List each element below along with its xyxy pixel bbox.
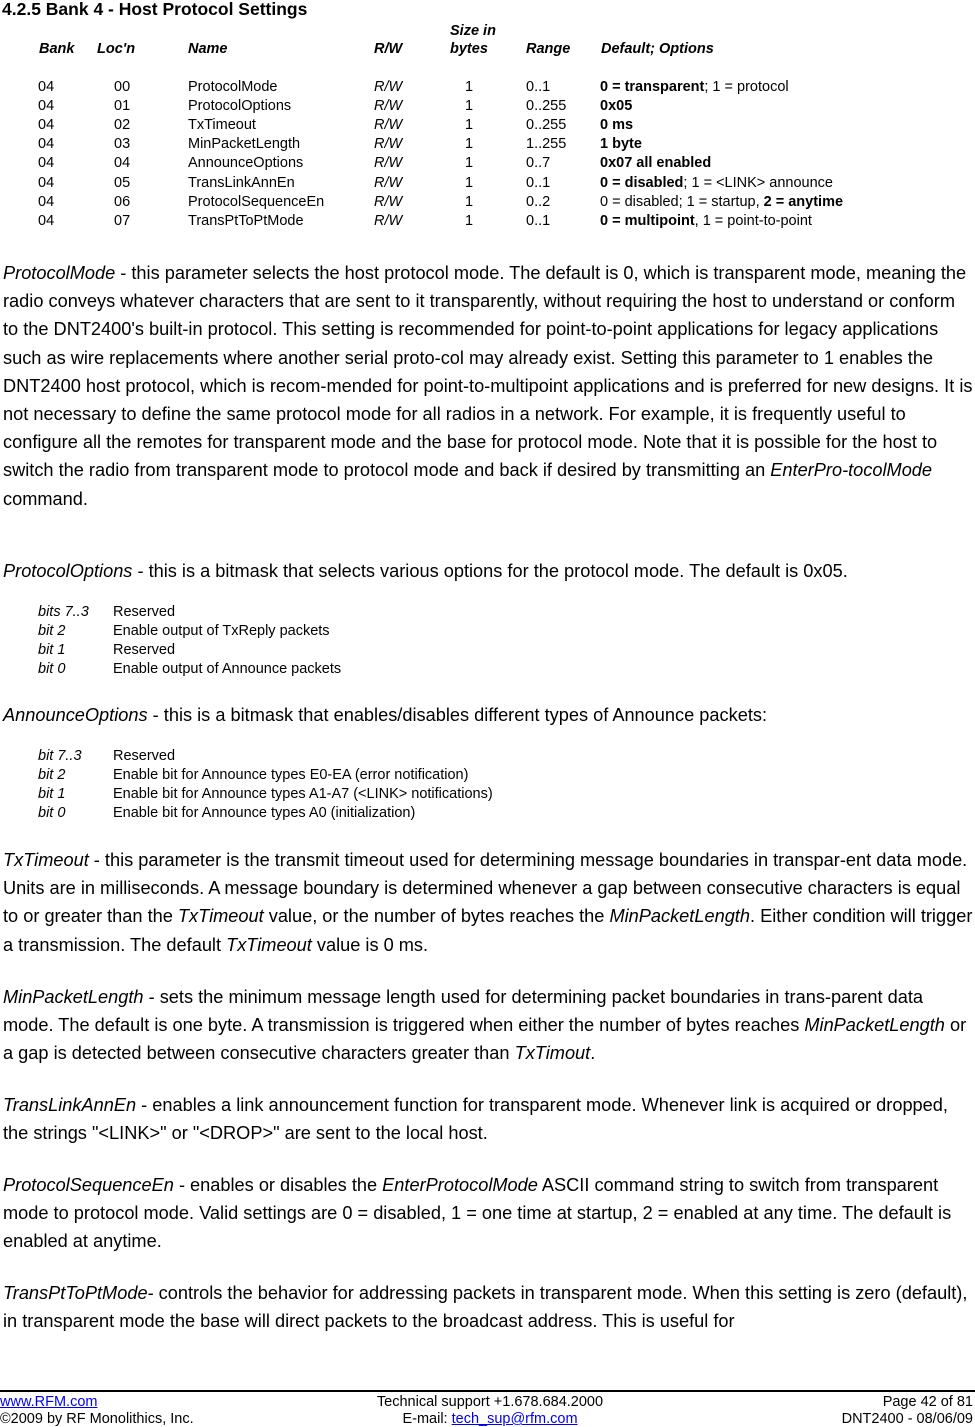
cell-name: ProtocolMode <box>188 79 278 95</box>
cell-default <box>600 175 833 191</box>
bit-label: bit 2 <box>38 623 66 639</box>
term-protocol-sequence-en: ProtocolSequenceEn <box>3 1175 174 1195</box>
document-id: DNT2400 - 08/06/09 <box>841 1411 973 1427</box>
cell-size: 1 <box>465 155 474 171</box>
cell-rw: R/W <box>374 136 403 152</box>
paragraph-text: - this parameter is the transmit timeout used for determining message boundaries in transpar-ent data mode. Units are in milliseconds. A message boundary is determined whenever a gap between consecutive characters is equal to or greater than the <box>3 850 968 927</box>
term-tx-timout: TxTimout <box>514 1043 591 1064</box>
paragraph-text: - this parameter selects the host protocol mode. The default is 0, which is transparent mode, meaning the radio conveys whatever characters that are sent to it transparently, without requiring the host to understand or conform to the DNT2400's built-in protocol. This setting is recommended for point-to-point applications for legacy applications such as wire replacements where another serial proto-col may already exist. Setting this parameter to 1 enables the DNT2400 host protocol, which is recom-mended for point-to-multipoint applications and is preferred for new designs. It is not necessary to define the same protocol mode for all radios in a network. For example, it is frequently useful to configure all the remotes for transparent mode and the base for protocol mode. Note that it is possible for the host to switch the radio from transparent mode to protocol mode and back if desired by transmitting an <box>3 263 973 481</box>
default-value: 0 = disabled <box>600 175 684 191</box>
term-tx-timeout: TxTimeout <box>226 934 312 955</box>
tech-support: Technical support +1.678.684.2000 <box>376 1394 604 1410</box>
bit-description: Enable bit for Announce types A0 (initialization) <box>113 805 416 821</box>
cell-name: MinPacketLength <box>188 136 301 152</box>
footer-divider <box>0 1390 975 1392</box>
trans-link-ann-en-description <box>3 1091 973 1147</box>
default-options: ; 1 = protocol <box>704 79 789 95</box>
copyright: ©2009 by RF Monolithics, Inc. <box>0 1411 194 1427</box>
cell-rw: R/W <box>374 79 403 95</box>
list-item <box>38 747 738 766</box>
term-trans-link-ann-en: TransLinkAnnEn <box>3 1095 137 1115</box>
col-header-name: Name <box>188 41 228 57</box>
cell-size: 1 <box>465 98 474 114</box>
cell-rw: R/W <box>374 194 403 210</box>
col-header-size: bytes <box>450 41 488 57</box>
term-min-packet-length: MinPacketLength <box>3 987 144 1007</box>
cell-location: 01 <box>114 98 131 114</box>
bit-label: bit 2 <box>38 767 66 783</box>
announce-options-description <box>3 701 973 729</box>
list-item <box>38 660 638 679</box>
term-protocol-options: ProtocolOptions <box>3 561 133 581</box>
cell-size: 1 <box>465 136 474 152</box>
list-item <box>38 804 738 823</box>
paragraph-text: - enables or disables the <box>173 1175 383 1195</box>
default-options: , 1 = point-to-point <box>694 213 812 229</box>
cell-bank: 04 <box>38 194 55 210</box>
email-link[interactable]: tech_sup@rfm.com <box>451 1411 578 1427</box>
cell-range: 0..255 <box>526 98 567 114</box>
bit-label: bit 1 <box>38 786 66 802</box>
protocol-sequence-en-description <box>3 1171 973 1256</box>
cell-location: 04 <box>114 155 131 171</box>
default-text: 0 = disabled; 1 = startup, <box>600 194 764 210</box>
cell-range: 0..1 <box>526 175 551 191</box>
min-packet-length-description <box>3 983 973 1068</box>
default-value: 0 = transparent <box>600 79 705 95</box>
list-item <box>38 603 638 622</box>
cell-range: 0..255 <box>526 117 567 133</box>
col-header-range: Range <box>526 41 571 57</box>
cell-size: 1 <box>465 175 474 191</box>
term-enter-protocol-mode: EnterProtocolMode <box>382 1175 538 1195</box>
protocol-mode-description <box>3 259 973 513</box>
cell-name: ProtocolSequenceEn <box>188 194 325 210</box>
cell-location: 02 <box>114 117 131 133</box>
section-title: 4.2.5 Bank 4 - Host Protocol Settings <box>2 0 308 19</box>
cell-location: 00 <box>114 79 131 95</box>
cell-bank: 04 <box>38 213 55 229</box>
cell-default <box>600 194 843 210</box>
protocol-options-description <box>3 557 973 585</box>
cell-rw: R/W <box>374 175 403 191</box>
paragraph-text: . Either condition will trigger a transmission. The default <box>3 906 973 955</box>
cell-size: 1 <box>465 213 474 229</box>
page-number: Page 42 of 81 <box>882 1394 973 1410</box>
list-item <box>38 641 638 660</box>
cell-bank: 04 <box>38 155 55 171</box>
cell-rw: R/W <box>374 117 403 133</box>
col-header-size-top: Size in <box>450 23 496 39</box>
cell-default <box>600 136 642 152</box>
default-value: 0x07 all enabled <box>600 155 712 171</box>
cell-default <box>600 155 711 171</box>
bit-label: bit 0 <box>38 661 66 677</box>
cell-name: TransPtToPtMode <box>188 213 304 229</box>
website-link[interactable]: www.RFM.com <box>0 1394 98 1410</box>
bit-label: bits 7..3 <box>38 604 89 620</box>
cell-default <box>600 213 812 229</box>
default-value: 0 = multipoint <box>600 213 695 229</box>
bit-description: Enable bit for Announce types A1-A7 (<LINK> notifications) <box>113 786 493 802</box>
bit-label: bit 0 <box>38 805 66 821</box>
list-item <box>38 785 738 804</box>
default-value: 0x05 <box>600 98 633 114</box>
paragraph-text: . <box>590 1043 596 1064</box>
term-trans-pt-to-pt-mode: TransPtToPtMode <box>3 1283 148 1303</box>
cell-name: TransLinkAnnEn <box>188 175 295 191</box>
cell-rw: R/W <box>374 213 403 229</box>
col-header-rw: R/W <box>374 41 403 57</box>
bit-description: Enable output of Announce packets <box>113 661 342 677</box>
col-header-bank: Bank <box>39 41 75 57</box>
email-line <box>330 1411 650 1427</box>
list-item <box>38 766 738 785</box>
bit-description: Reserved <box>113 748 176 764</box>
term-min-packet-length: MinPacketLength <box>804 1015 945 1036</box>
cell-bank: 04 <box>38 117 55 133</box>
cell-range: 0..7 <box>526 155 551 171</box>
default-options: ; 1 = <LINK> announce <box>683 175 833 191</box>
term-announce-options: AnnounceOptions <box>3 705 148 725</box>
cell-range: 0..2 <box>526 194 551 210</box>
trans-pt-to-pt-mode-description <box>3 1279 973 1335</box>
cell-location: 03 <box>114 136 131 152</box>
bit-label: bit 7..3 <box>38 748 82 764</box>
default-value-2: 2 = anytime <box>763 194 844 210</box>
cell-size: 1 <box>465 117 474 133</box>
cell-size: 1 <box>465 194 474 210</box>
tx-timeout-description <box>3 846 973 959</box>
term-protocol-mode: ProtocolMode <box>3 263 116 283</box>
col-header-default: Default; Options <box>601 41 714 57</box>
paragraph-text: ASCII command string to switch from transparent mode to protocol mode. Valid settings are 0 = disabled, 1 = one time at startup, 2 = enabled at any time. The default is enabled at anytime. <box>3 1175 952 1252</box>
term-tx-timeout: TxTimeout <box>3 850 89 870</box>
col-header-location: Loc'n <box>97 41 136 57</box>
cell-location: 06 <box>114 194 131 210</box>
default-value: 1 byte <box>600 136 642 152</box>
cell-range: 0..1 <box>526 213 551 229</box>
announce-options-bit-list <box>38 747 738 827</box>
list-item <box>38 622 638 641</box>
cell-range: 1..255 <box>526 136 567 152</box>
protocol-options-bit-list <box>38 603 638 683</box>
cell-name: ProtocolOptions <box>188 98 292 114</box>
paragraph-text: value, or the number of bytes reaches the <box>263 906 610 927</box>
cell-location: 05 <box>114 175 131 191</box>
bit-description: Reserved <box>113 642 176 658</box>
cell-default <box>600 98 632 114</box>
term-tx-timeout: TxTimeout <box>177 906 264 927</box>
paragraph-text: - this is a bitmask that selects various options for the protocol mode. The default is 0x05. <box>132 561 848 581</box>
bit-description: Enable bit for Announce types E0-EA (error notification) <box>113 767 469 783</box>
cell-bank: 04 <box>38 175 55 191</box>
paragraph-text: - controls the behavior for addressing packets in transparent mode. When this setting is zero (default), in transparent mode the base will direct packets to the broadcast address. This is useful for <box>3 1283 968 1332</box>
cell-location: 07 <box>114 213 131 229</box>
cell-default <box>600 117 633 133</box>
cell-name: TxTimeout <box>188 117 256 133</box>
paragraph-text: - this is a bitmask that enables/disables different types of Announce packets: <box>147 705 768 725</box>
bit-description: Reserved <box>113 604 176 620</box>
paragraph-text: - enables a link announcement function for transparent mode. Whenever link is acquired or dropped, the strings "<LINK>" or "<DROP>" are sent to the local host. <box>3 1095 948 1144</box>
cell-rw: R/W <box>374 155 403 171</box>
cell-range: 0..1 <box>526 79 551 95</box>
email-label: E-mail: <box>402 1411 452 1427</box>
bit-description: Enable output of TxReply packets <box>113 623 330 639</box>
cell-bank: 04 <box>38 136 55 152</box>
cell-rw: R/W <box>374 98 403 114</box>
default-value: 0 ms <box>600 117 634 133</box>
cell-bank: 04 <box>38 98 55 114</box>
term-enter-protocol-mode: EnterPro-tocolMode <box>770 460 933 481</box>
paragraph-text: value is 0 ms. <box>311 934 429 955</box>
cell-default <box>600 79 789 95</box>
paragraph-text: - sets the minimum message length used for determining packet boundaries in trans-parent data mode. The default is one byte. A transmission is triggered when either the number of bytes reaches <box>3 987 923 1036</box>
paragraph-text: or a gap is detected between consecutive characters greater than <box>3 1015 967 1064</box>
cell-bank: 04 <box>38 79 55 95</box>
bit-label: bit 1 <box>38 642 66 658</box>
term-min-packet-length: MinPacketLength <box>609 906 750 927</box>
cell-name: AnnounceOptions <box>188 155 304 171</box>
paragraph-text: command. <box>3 488 88 509</box>
cell-size: 1 <box>465 79 474 95</box>
